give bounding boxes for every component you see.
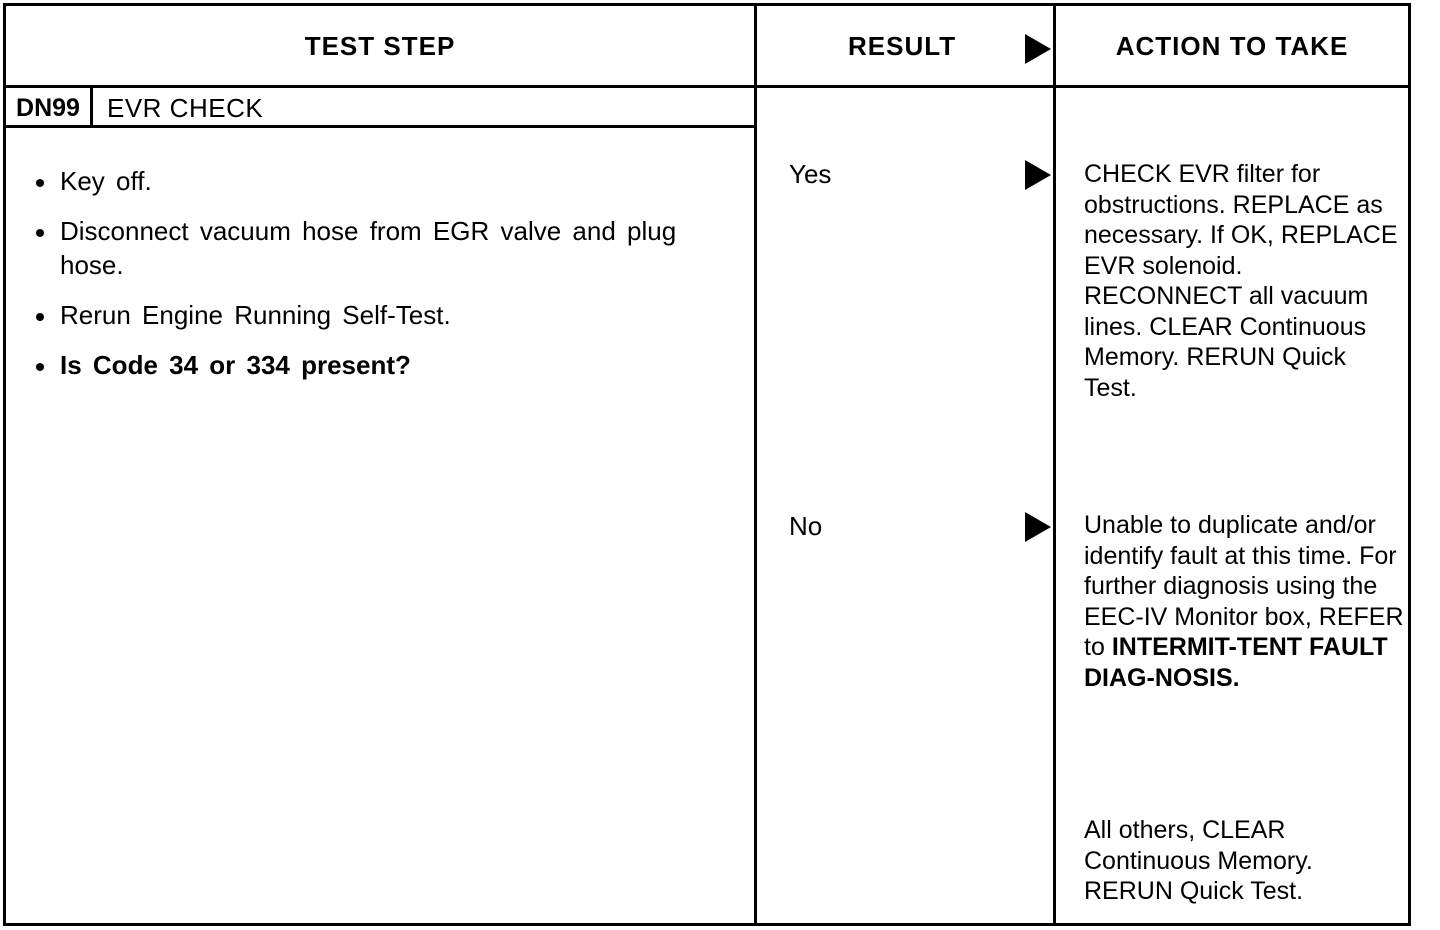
action-yes: CHECK EVR filter for obstructions. REPLACE as necessary. If OK, REPLACE EVR solenoid. RECONNECT all vacuum lines. CLEAR Continuous Memory. RERUN Quick Test. <box>1084 160 1398 402</box>
action-no <box>1084 510 1404 693</box>
step-id: DN99 <box>16 93 80 122</box>
header-result: RESULT <box>848 30 957 61</box>
result-no: No <box>789 511 823 541</box>
result-no-arrow-icon <box>1025 512 1051 542</box>
instruction-item: Rerun Engine Running Self-Test. <box>28 298 698 332</box>
action-no-reference: INTERMIT-TENT FAULT DIAG-NOSIS. <box>1084 633 1388 692</box>
instruction-question: Is Code 34 or 334 present? <box>28 348 698 382</box>
test-step-table <box>3 3 1411 926</box>
instruction-item: Key off. <box>28 164 698 198</box>
action-others: All others, CLEAR Continuous Memory. RERUN Quick Test. <box>1084 816 1313 905</box>
header-action: ACTION TO TAKE <box>1115 30 1349 61</box>
result-yes: Yes <box>789 159 832 189</box>
header-arrow-icon <box>1025 34 1051 64</box>
action-no-text: Unable to duplicate and/or identify fault at this time. For further diagnosis using the EEC-IV Monitor box, REFER to <box>1084 511 1404 661</box>
step-id-divider <box>90 86 93 128</box>
result-yes-arrow-icon <box>1025 160 1051 190</box>
column-divider <box>754 6 757 923</box>
step-title: EVR CHECK <box>107 92 264 123</box>
header-test-step: TEST STEP <box>304 30 456 61</box>
step-instructions <box>28 164 698 398</box>
instruction-item: Disconnect vacuum hose from EGR valve and plug hose. <box>28 214 698 282</box>
column-divider <box>1053 6 1056 923</box>
